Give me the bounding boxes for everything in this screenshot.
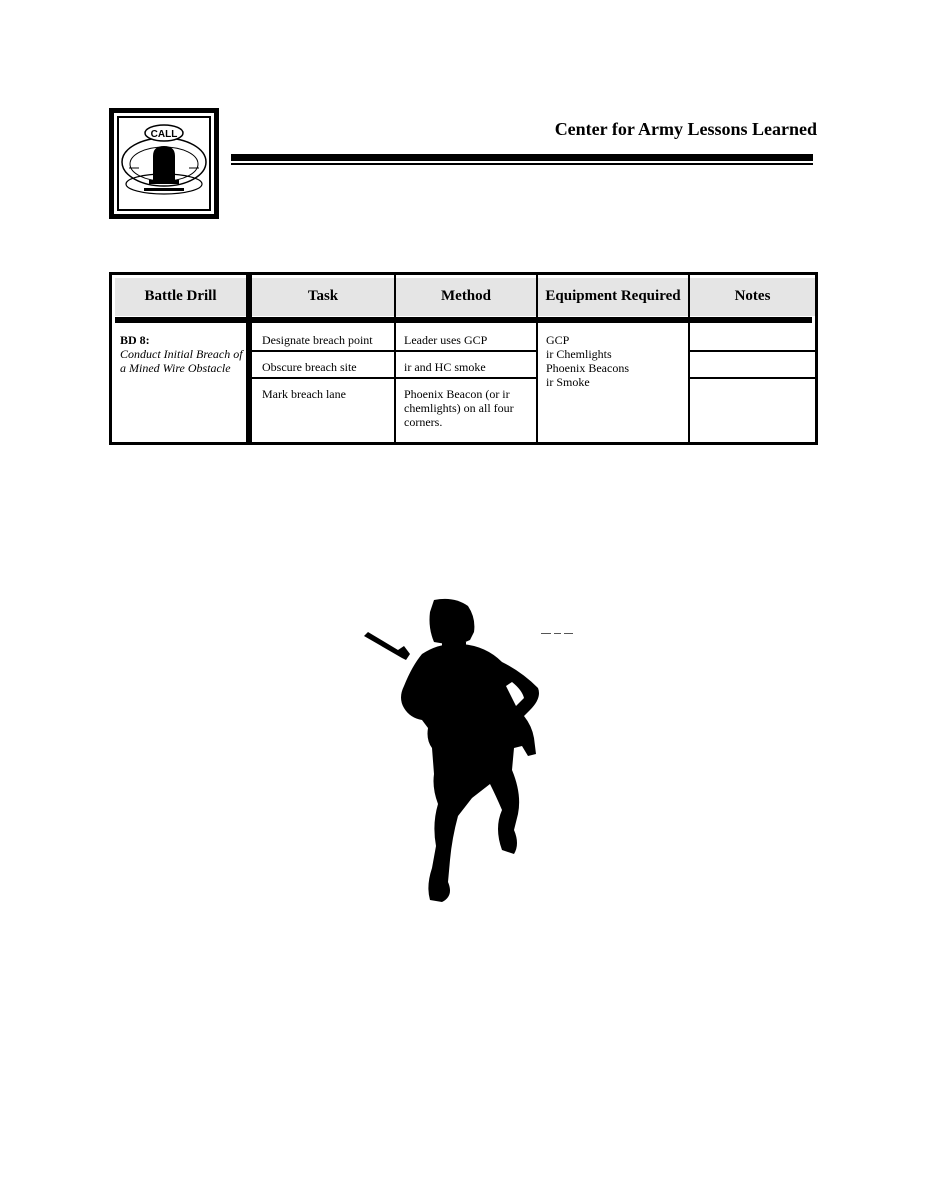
battle-drill-id: BD 8: — [120, 333, 150, 347]
soldier-silhouette-icon — [362, 598, 544, 904]
method-cell: Leader uses GCP — [404, 333, 488, 347]
row-divider — [252, 350, 536, 352]
call-logo — [109, 108, 219, 219]
header-rule-thin — [231, 163, 813, 165]
logo-text: CALL — [150, 129, 178, 140]
column-header-method: Method — [396, 278, 536, 316]
battle-drill-cell — [120, 333, 244, 375]
column-divider — [688, 275, 690, 442]
tiny-mark — [541, 633, 573, 636]
header-rule — [231, 154, 813, 161]
column-divider — [536, 275, 538, 442]
equipment-item: Phoenix Beacons — [546, 361, 629, 375]
column-divider — [394, 275, 396, 442]
row-divider — [252, 377, 536, 379]
method-cell: Phoenix Beacon (or ir chemlights) on all four corners. — [404, 387, 514, 429]
column-header-battle-drill: Battle Drill — [115, 278, 246, 316]
battle-drill-description: Conduct Initial Breach of a Mined Wire Obstacle — [120, 347, 243, 375]
column-header-task: Task — [252, 278, 394, 316]
row-divider — [690, 350, 815, 352]
org-title: Center for Army Lessons Learned — [554, 119, 817, 139]
call-emblem-icon — [109, 108, 219, 219]
task-cell: Obscure breach site — [262, 360, 357, 374]
equipment-item: ir Chemlights — [546, 347, 612, 361]
battle-drill-table — [109, 272, 818, 445]
equipment-item: GCP — [546, 333, 570, 347]
column-divider — [246, 275, 252, 442]
method-cell: ir and HC smoke — [404, 360, 486, 374]
column-header-notes: Notes — [690, 278, 815, 316]
column-header-equipment: Equipment Required — [538, 278, 688, 316]
row-divider — [690, 377, 815, 379]
task-cell: Mark breach lane — [262, 387, 346, 401]
equipment-item: ir Smoke — [546, 375, 590, 389]
task-cell: Designate breach point — [262, 333, 373, 347]
header-divider — [115, 317, 812, 323]
equipment-cell — [546, 333, 686, 389]
